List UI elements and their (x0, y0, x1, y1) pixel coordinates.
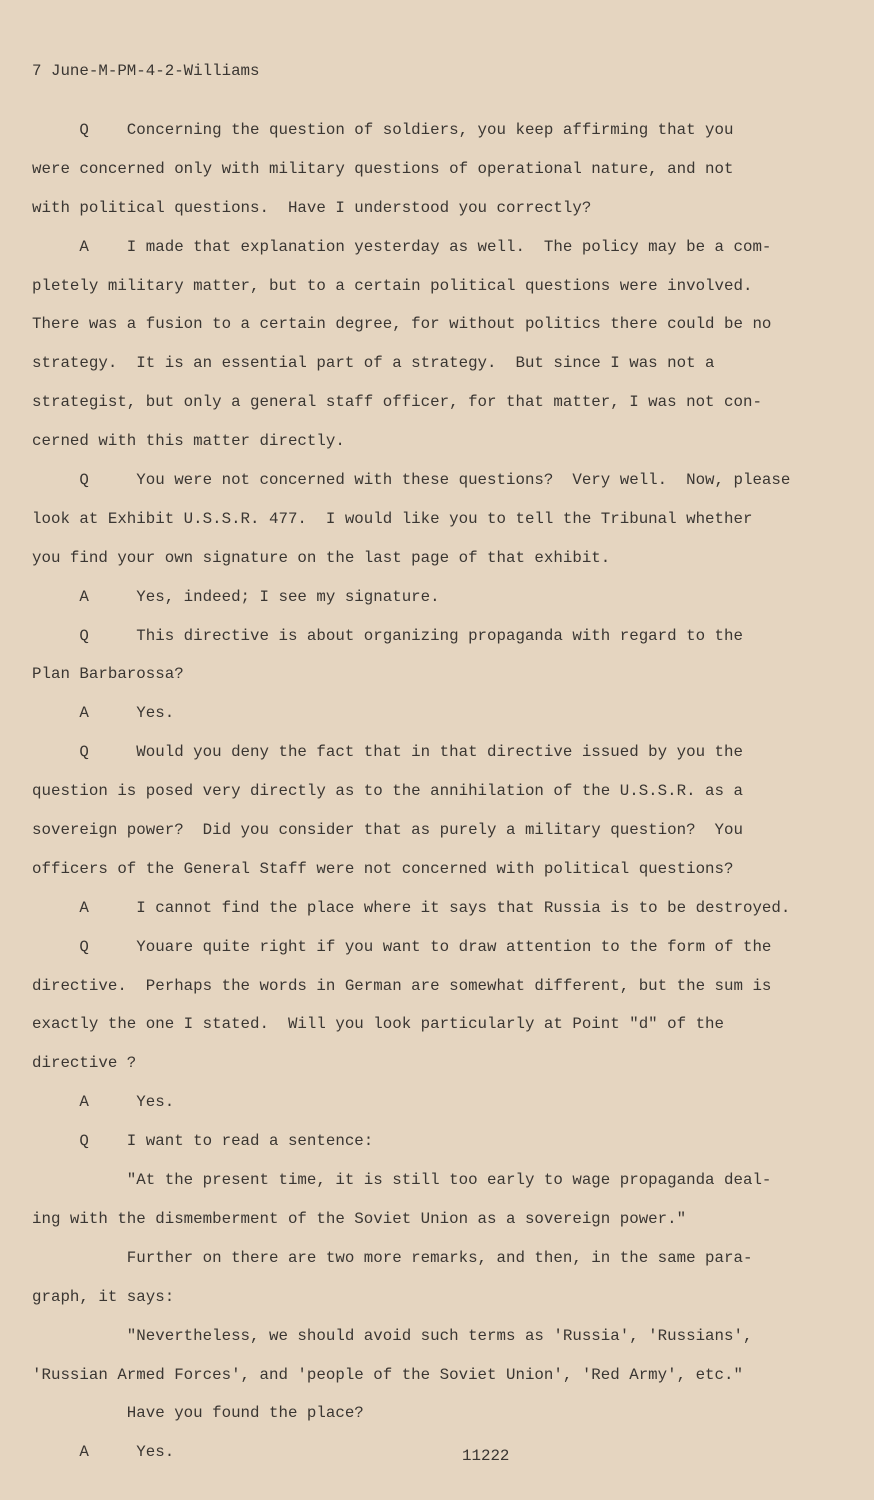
transcript-line: sovereign power? Did you consider that as purely a military question? You (32, 821, 743, 840)
transcript-line: pletely military matter, but to a certain political questions were involved. (32, 276, 753, 295)
transcript-line: exactly the one I stated. Will you look particularly at Point "d" of the (32, 1015, 725, 1034)
transcript-line: cerned with this matter directly. (32, 432, 345, 451)
transcript-line: "Nevertheless, we should avoid such terms as 'Russia', 'Russians', (32, 1326, 753, 1345)
transcript-line: question is posed very directly as to the annihilation of the U.S.S.R. as a (32, 782, 743, 801)
transcript-line: A I cannot find the place where it says that Russia is to be destroyed. (32, 898, 791, 917)
transcript-line: A Yes, indeed; I see my signature. (32, 587, 440, 606)
transcript-line: Q I want to read a sentence: (32, 1132, 374, 1151)
transcript-line: Have you found the place? (32, 1404, 364, 1423)
transcript-line: A Yes. (32, 1443, 175, 1462)
transcript-line: Q This directive is about organizing propaganda with regard to the (32, 626, 743, 645)
transcript-line: ing with the dismemberment of the Soviet Union as a sovereign power." (32, 1209, 687, 1228)
transcript-body (32, 119, 790, 1480)
transcript-line: directive. Perhaps the words in German are somewhat different, but the sum is (32, 976, 772, 995)
transcript-line: were concerned only with military questions of operational nature, and not (32, 159, 734, 178)
transcript-line: officers of the General Staff were not concerned with political questions? (32, 859, 734, 878)
transcript-line: Q Concerning the question of soldiers, you keep affirming that you (32, 121, 734, 139)
transcript-line: strategy. It is an essential part of a strategy. But since I was not a (32, 354, 715, 373)
transcript-line: Q Youare quite right if you want to draw attention to the form of the (32, 937, 772, 956)
transcript-line: you find your own signature on the last page of that exhibit. (32, 548, 611, 567)
transcript-line: A Yes. (32, 1093, 175, 1112)
page-header: 7 June-M-PM-4-2-Williams (32, 62, 260, 80)
transcript-line: A I made that explanation yesterday as well. The policy may be a com- (32, 237, 772, 256)
transcript-line: 'Russian Armed Forces', and 'people of the Soviet Union', 'Red Army', etc." (32, 1365, 743, 1384)
transcript-line: Q You were not concerned with these questions? Very well. Now, please (32, 471, 791, 490)
transcript-line: Further on there are two more remarks, and then, in the same para- (32, 1248, 753, 1267)
transcript-line: A Yes. (32, 704, 175, 723)
transcript-line: with political questions. Have I understood you correctly? (32, 198, 592, 217)
transcript-line: There was a fusion to a certain degree, for without politics there could be no (32, 315, 772, 334)
transcript-line: look at Exhibit U.S.S.R. 477. I would like you to tell the Tribunal whether (32, 509, 753, 528)
page-number: 11222 (462, 1447, 510, 1465)
transcript-line: directive ? (32, 1054, 137, 1073)
transcript-line: graph, it says: (32, 1287, 175, 1306)
transcript-line: "At the present time, it is still too early to wage propaganda deal- (32, 1171, 772, 1190)
transcript-line: strategist, but only a general staff officer, for that matter, I was not con- (32, 393, 762, 412)
transcript-line: Plan Barbarossa? (32, 665, 184, 684)
transcript-line: Q Would you deny the fact that in that directive issued by you the (32, 743, 743, 762)
